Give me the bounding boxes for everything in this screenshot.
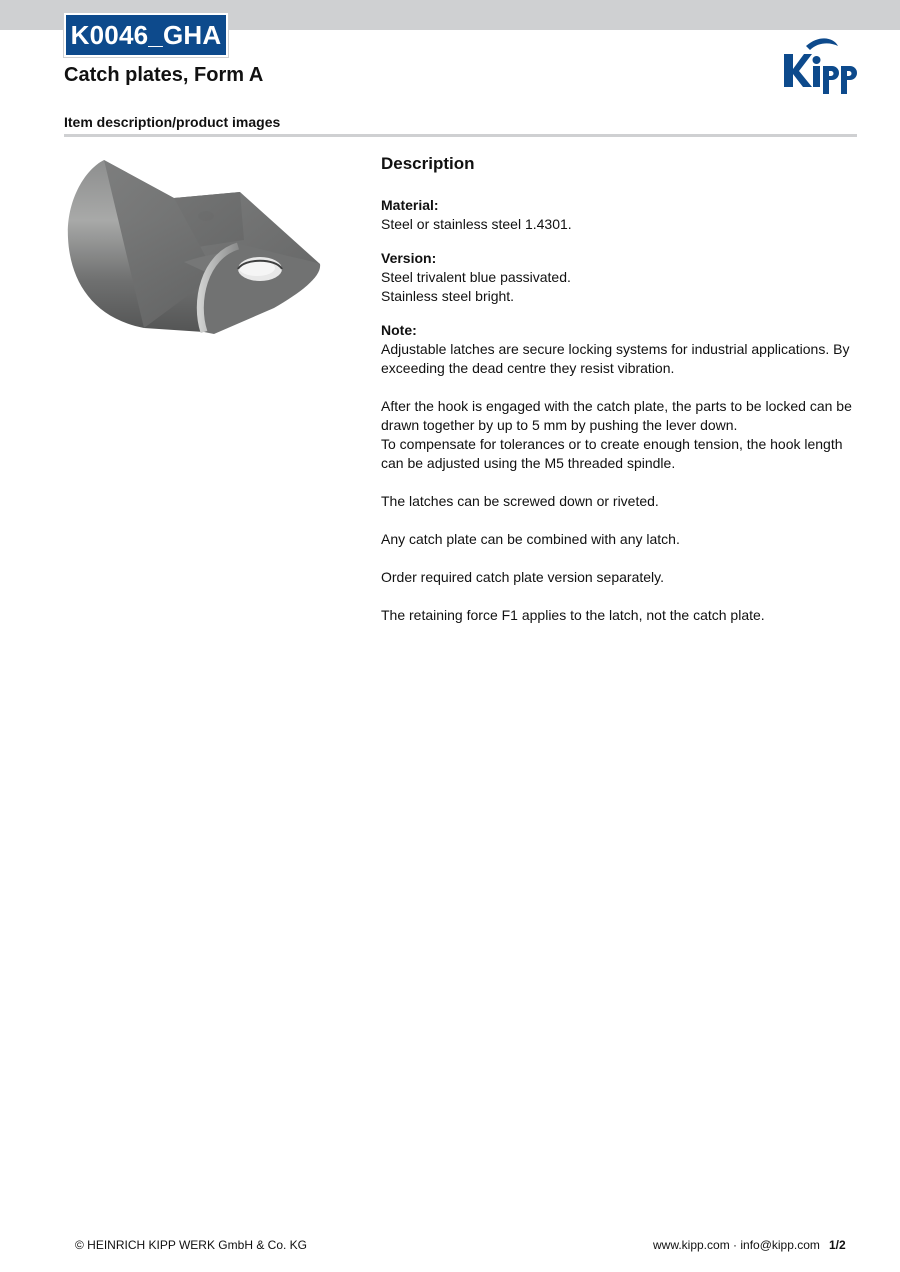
footer-contact: www.kipp.com · info@kipp.com — [653, 1238, 820, 1252]
article-code-badge: K0046_GHA — [64, 13, 228, 57]
catch-plate-product-image — [64, 152, 324, 336]
version-line: Stainless steel bright. — [381, 288, 515, 304]
version-block — [381, 249, 857, 306]
description-heading: Description — [381, 154, 475, 173]
version-label: Version: — [381, 250, 437, 266]
kipp-logo — [782, 36, 860, 94]
note-paragraph: The retaining force F1 applies to the latch, not the catch plate. — [381, 607, 765, 623]
version-line: Steel trivalent blue passivated. — [381, 269, 571, 285]
note-paragraph: Order required catch plate version separately. — [381, 569, 664, 585]
description-panel — [381, 153, 857, 644]
footer-copyright: © HEINRICH KIPP WERK GmbH & Co. KG — [75, 1238, 307, 1252]
note-paragraph: Any catch plate can be combined with any latch. — [381, 531, 680, 547]
note-label: Note: — [381, 322, 417, 338]
note-block — [381, 321, 857, 625]
section-divider — [64, 134, 857, 137]
section-heading: Item description/product images — [64, 114, 281, 130]
page-title: Catch plates, Form A — [64, 64, 264, 86]
material-block — [381, 196, 857, 234]
page-number: 1/2 — [829, 1238, 846, 1252]
note-paragraph: The latches can be screwed down or riveted. — [381, 493, 659, 509]
material-text: Steel or stainless steel 1.4301. — [381, 216, 572, 232]
note-paragraph: After the hook is engaged with the catch plate, the parts to be locked can be drawn together by up to 5 mm by pushing the lever down. — [381, 398, 852, 433]
material-label: Material: — [381, 197, 439, 213]
note-paragraph: To compensate for tolerances or to create enough tension, the hook length can be adjusted using the M5 threaded spindle. — [381, 436, 843, 471]
note-paragraph: Adjustable latches are secure locking systems for industrial applications. By exceeding the dead centre they resist vibration. — [381, 341, 850, 376]
